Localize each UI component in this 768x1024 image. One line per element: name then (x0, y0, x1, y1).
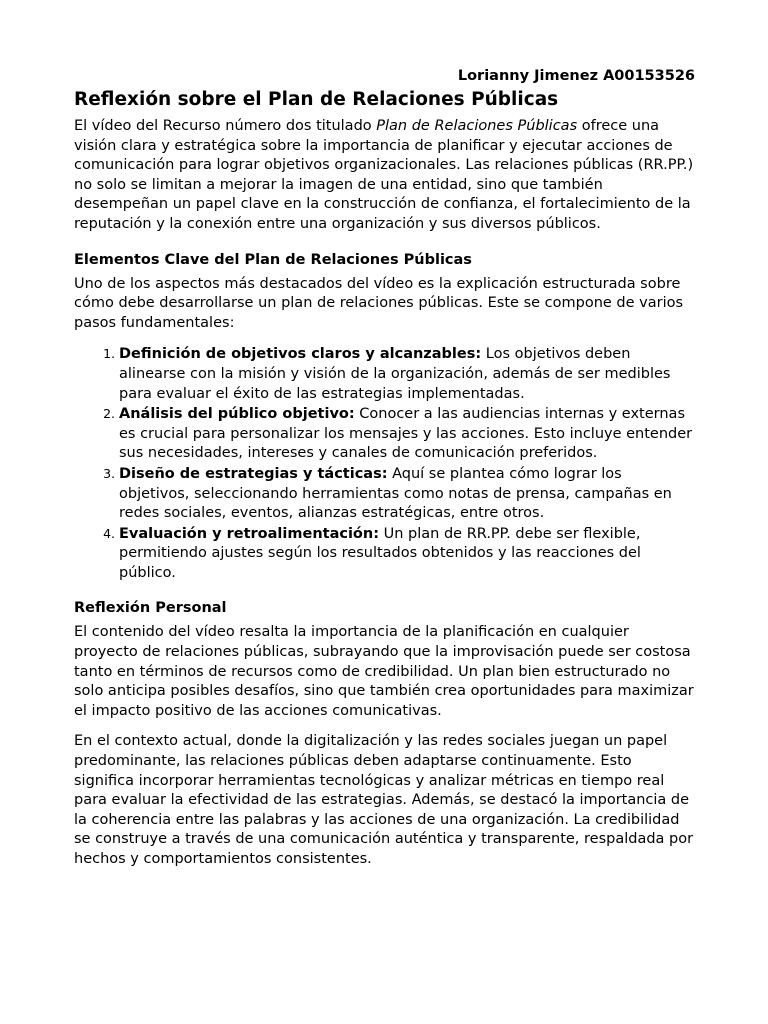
list-item-term: Análisis del público objetivo: (119, 406, 355, 423)
key-elements-list (74, 344, 696, 583)
list-item-term: Diseño de estrategias y tácticas: (119, 465, 388, 482)
list-item-text: Conocer a las audiencias internas y externas es crucial para personalizar los mensajes y las acciones. Esto incluye entender sus necesidades, intereses y canales de comunicación preferidos. (119, 406, 693, 462)
intro-text-after: ofrece una visión clara y estratégica sobre la importancia de planificar y ejecutar acciones de comunicación para lograr objetivos organizacionales. Las relaciones públicas (RR.PP.) no solo se limitan a mejorar la imagen de una entidad, sino que también desempeñan un papel clave en la construcción de confianza, el fortalecimiento de la reputación y la conexión entre una organización y sus diversos públicos. (74, 118, 694, 232)
list-item-text: Un plan de RR.PP. debe ser flexible, permitiendo ajustes según los resultados obtenidos y las reacciones del público. (119, 525, 641, 581)
author-line: Lorianny Jimenez A00153526 (457, 68, 695, 84)
list-item-term: Evaluación y retroalimentación: (119, 525, 380, 542)
reflection-paragraph: El contenido del vídeo resalta la importancia de la planificación en cualquier proyecto de relaciones públicas, subrayando que la improvisación puede ser costosa tanto en términos de recursos como de credibilidad. Un plan bien estructurado no solo anticipa posibles desafíos, sino que también crea oportunidades para maximizar el impacto positivo de las acciones comunicativas. (74, 624, 694, 719)
reflection-paragraph: En el contexto actual, donde la digitalización y las redes sociales juegan un papel predominante, las relaciones públicas deben adaptarse continuamente. Esto significa incorporar herramientas tecnológicas y analizar métricas en tiempo real para evaluar la efectividad de las estrategias. Además, se destacó la importancia de la coherencia entre las palabras y las acciones de una organización. La credibilidad se construye a través de una comunicación auténtica y transparente, respaldada por hechos y comportamientos consistentes. (74, 733, 694, 867)
section-heading-key-elements: Elementos Clave del Plan de Relaciones Públicas (74, 251, 472, 268)
section-heading-personal-reflection: Reflexión Personal (74, 600, 227, 617)
intro-paragraph (74, 117, 696, 235)
document-title: Reflexión sobre el Plan de Relaciones Públicas (74, 89, 559, 110)
list-item (119, 344, 696, 404)
list-item-text: Aquí se plantea cómo lograr los objetivos, seleccionando herramientas como notas de prensa, campañas en redes sociales, eventos, alianzas estratégicas, entre otros. (119, 465, 672, 522)
list-item (119, 464, 696, 524)
list-item-text: Los objetivos deben alinearse con la misión y visión de la organización, además de ser medibles para evaluar el éxito de las estrategias implementadas. (119, 346, 671, 402)
intro-video-title: Plan de Relaciones Públicas (376, 118, 578, 134)
list-item (119, 524, 696, 584)
list-item-term: Definición de objetivos claros y alcanzables: (119, 346, 482, 363)
key-elements-lead: Uno de los aspectos más destacados del vídeo es la explicación estructurada sobre cómo debe desarrollarse un plan de relaciones públicas. Este se compone de varios pasos fundamentales: (74, 275, 684, 331)
intro-text-before: El vídeo del Recurso número dos titulado (74, 118, 377, 134)
list-item (119, 404, 696, 464)
